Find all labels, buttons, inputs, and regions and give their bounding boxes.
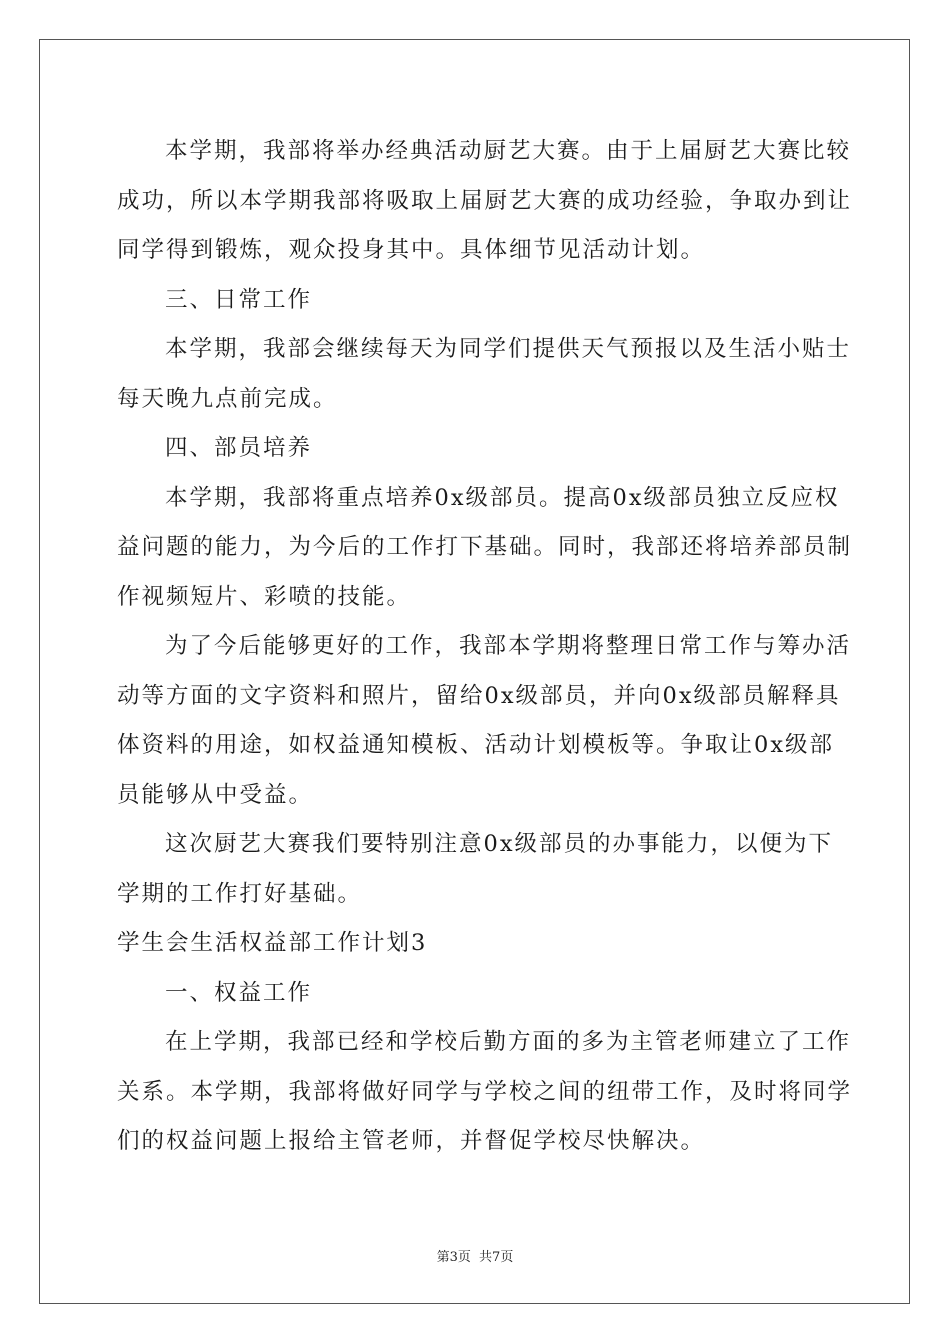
text-line: 一、权益工作 bbox=[165, 979, 313, 1006]
text-line: 关系。本学期，我部将做好同学与学校之间的纽带工作，及时将同学 bbox=[117, 1078, 853, 1105]
text-line: 在上学期，我部已经和学校后勤方面的多为主管老师建立了工作 bbox=[165, 1029, 852, 1055]
page-footer: 第3页 共7页 bbox=[436, 1250, 514, 1265]
text-line: 本学期，我部将举办经典活动厨艺大赛。由于上届厨艺大赛比较 bbox=[165, 138, 852, 164]
document-body bbox=[117, 127, 853, 1167]
text-line: 本学期，我部将重点培养0x级部员。提高0x级部员独立反应权 bbox=[165, 484, 840, 511]
text-line: 这次厨艺大赛我们要特别注意0x级部员的办事能力，以便为下 bbox=[165, 831, 834, 857]
text-line: 益问题的能力，为今后的工作打下基础。同时，我部还将培养部员制 bbox=[117, 534, 853, 560]
text-line: 为了今后能够更好的工作，我部本学期将整理日常工作与筹办活 bbox=[165, 633, 852, 659]
text-line: 们的权益问题上报给主管老师，并督促学校尽快解决。 bbox=[117, 1128, 706, 1154]
text-line: 学期的工作打好基础。 bbox=[117, 880, 363, 907]
text-line: 每天晚九点前完成。 bbox=[117, 385, 338, 412]
text-line: 成功，所以本学期我部将吸取上届厨艺大赛的成功经验，争取办到让 bbox=[117, 187, 853, 214]
text-line: 动等方面的文字资料和照片，留给0x级部员，并向0x级部员解释具 bbox=[117, 682, 841, 709]
text-line: 体资料的用途，如权益通知模板、活动计划模板等。争取让0x级部 bbox=[117, 732, 835, 758]
text-line: 本学期，我部会继续每天为同学们提供天气预报以及生活小贴士 bbox=[165, 336, 852, 362]
text-line: 作视频短片、彩喷的技能。 bbox=[117, 583, 412, 610]
text-line: 同学得到锻炼，观众投身其中。具体细节见活动计划。 bbox=[117, 237, 706, 263]
text-line: 学生会生活权益部工作计划3 bbox=[117, 930, 428, 956]
text-line: 四、部员培养 bbox=[165, 435, 313, 461]
text-line: 三、日常工作 bbox=[165, 286, 313, 313]
text-line: 员能够从中受益。 bbox=[117, 781, 314, 808]
